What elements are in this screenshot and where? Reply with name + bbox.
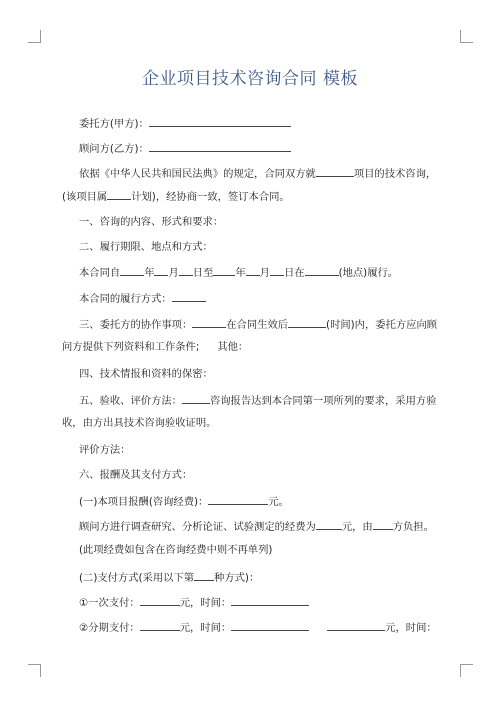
document-title: 企业项目技术咨询合同 模板: [142, 69, 358, 89]
party-blank: [373, 518, 393, 530]
section-3-continuation: [62, 340, 248, 354]
basis-line: [79, 165, 436, 181]
period-line: [79, 264, 398, 280]
amount-blank-2: [327, 619, 385, 631]
time-blank: [288, 316, 326, 328]
other-label: 其他：: [217, 341, 249, 353]
blank: [270, 264, 284, 276]
month-label: 月: [168, 267, 179, 279]
corner-mark-bottom-right: [460, 664, 473, 677]
payment-method-line: [79, 569, 259, 585]
performance-line: [79, 290, 206, 306]
consultant-line: [79, 140, 291, 156]
client-label: 委托方(甲方)：: [79, 118, 149, 130]
blank: [120, 264, 144, 276]
time-blank: [231, 619, 309, 631]
expense-note: (此项经费如包含在咨询经费中则不再单列): [79, 544, 273, 556]
section-2-heading: 二、履行期限、地点和方式：: [79, 241, 213, 253]
blank: [192, 316, 226, 328]
period-text: 本合同自: [79, 267, 121, 279]
corner-mark-top-right: [460, 30, 473, 43]
amount-blank: [140, 594, 180, 606]
installment-line: [79, 619, 437, 635]
payment-method-text: (二)支付方式(采用以下第: [79, 572, 195, 584]
section-6-heading: 六、报酬及其支付方式：: [79, 469, 193, 481]
plan-blank: [107, 188, 131, 200]
corner-mark-top-left: [28, 30, 41, 43]
project-blank: [316, 165, 354, 177]
single-payment-time-label: 元，时间：: [179, 597, 232, 609]
performance-blank: [172, 290, 206, 302]
blank: [154, 264, 168, 276]
section-5-text: 咨询报告达到本合同第一项所列的要求，采用方验: [209, 395, 437, 407]
single-payment-line: [79, 594, 309, 610]
section-5-heading: 五、验收、评价方法：: [79, 395, 182, 407]
basis-text: 依据《中华人民共和国民法典》的规定，合同双方就: [79, 168, 316, 180]
client-line: [79, 115, 291, 131]
section-3-heading: 三、委托方的协作事项：: [79, 319, 193, 331]
amount-blank: [140, 619, 180, 631]
section-4-heading: 四、技术情报和资料的保密：: [79, 368, 213, 380]
year-label: 年: [235, 267, 246, 279]
location-text: (地点)履行。: [338, 267, 399, 279]
plan-text: (该项目属: [62, 191, 108, 203]
fee-line: [79, 493, 289, 509]
consultant-label: 顾问方(乙方)：: [79, 143, 149, 155]
blank: [179, 264, 193, 276]
blank: [182, 392, 210, 404]
section-3-text: 在合同生效后: [226, 319, 289, 331]
single-payment-label: ①一次支付：: [79, 597, 140, 609]
client-blank: [149, 115, 291, 127]
installment-time-label-2: 元，时间：: [385, 622, 437, 634]
method-blank: [194, 569, 214, 581]
expense-text: 顾问方进行调查研究、分析论证、试验测定的经费为: [79, 521, 316, 533]
expense-text-3: 方负担。: [392, 521, 434, 533]
time-blank: [231, 594, 309, 606]
month-label: 月: [259, 267, 270, 279]
expense-text-2: 元，由: [341, 521, 373, 533]
fee-label: (一)本项目报酬(咨询经费)：: [79, 496, 209, 508]
section-1-heading: 一、咨询的内容、形式和要求：: [79, 216, 224, 228]
plan-text-2: 计划)，经协商一致，签订本合同。: [131, 191, 290, 203]
expense-blank: [316, 518, 342, 530]
expense-line: [79, 518, 434, 534]
section-3-text-2: (时间)内，委托方应向顾: [326, 319, 438, 331]
consultant-blank: [149, 140, 291, 152]
location-blank: [305, 264, 339, 276]
section-3-line: [79, 316, 437, 332]
installment-time-label: 元，时间：: [179, 622, 232, 634]
yuan-label: 元。: [268, 496, 289, 508]
fee-blank: [208, 493, 268, 505]
day-at-label: 日在: [283, 267, 305, 279]
installment-label: ②分期支付：: [79, 622, 140, 634]
blank: [213, 264, 235, 276]
section-3-text-3: 问方提供下列资料和工作条件;: [62, 341, 200, 353]
plan-line: [62, 188, 290, 204]
performance-text: 本合同的履行方式：: [79, 293, 172, 305]
year-label: 年: [144, 267, 155, 279]
basis-text-2: 项目的技术咨询，: [353, 168, 437, 180]
evaluation-method-label: 评价方法：: [79, 444, 131, 456]
section-5-line: [79, 392, 437, 408]
payment-method-text-2: 种方式)：: [214, 572, 260, 584]
section-5-continuation: 收，由方出具技术咨询验收证明。: [62, 417, 217, 429]
blank: [246, 264, 260, 276]
corner-mark-bottom-left: [28, 664, 41, 677]
day-to-label: 日至: [192, 267, 214, 279]
